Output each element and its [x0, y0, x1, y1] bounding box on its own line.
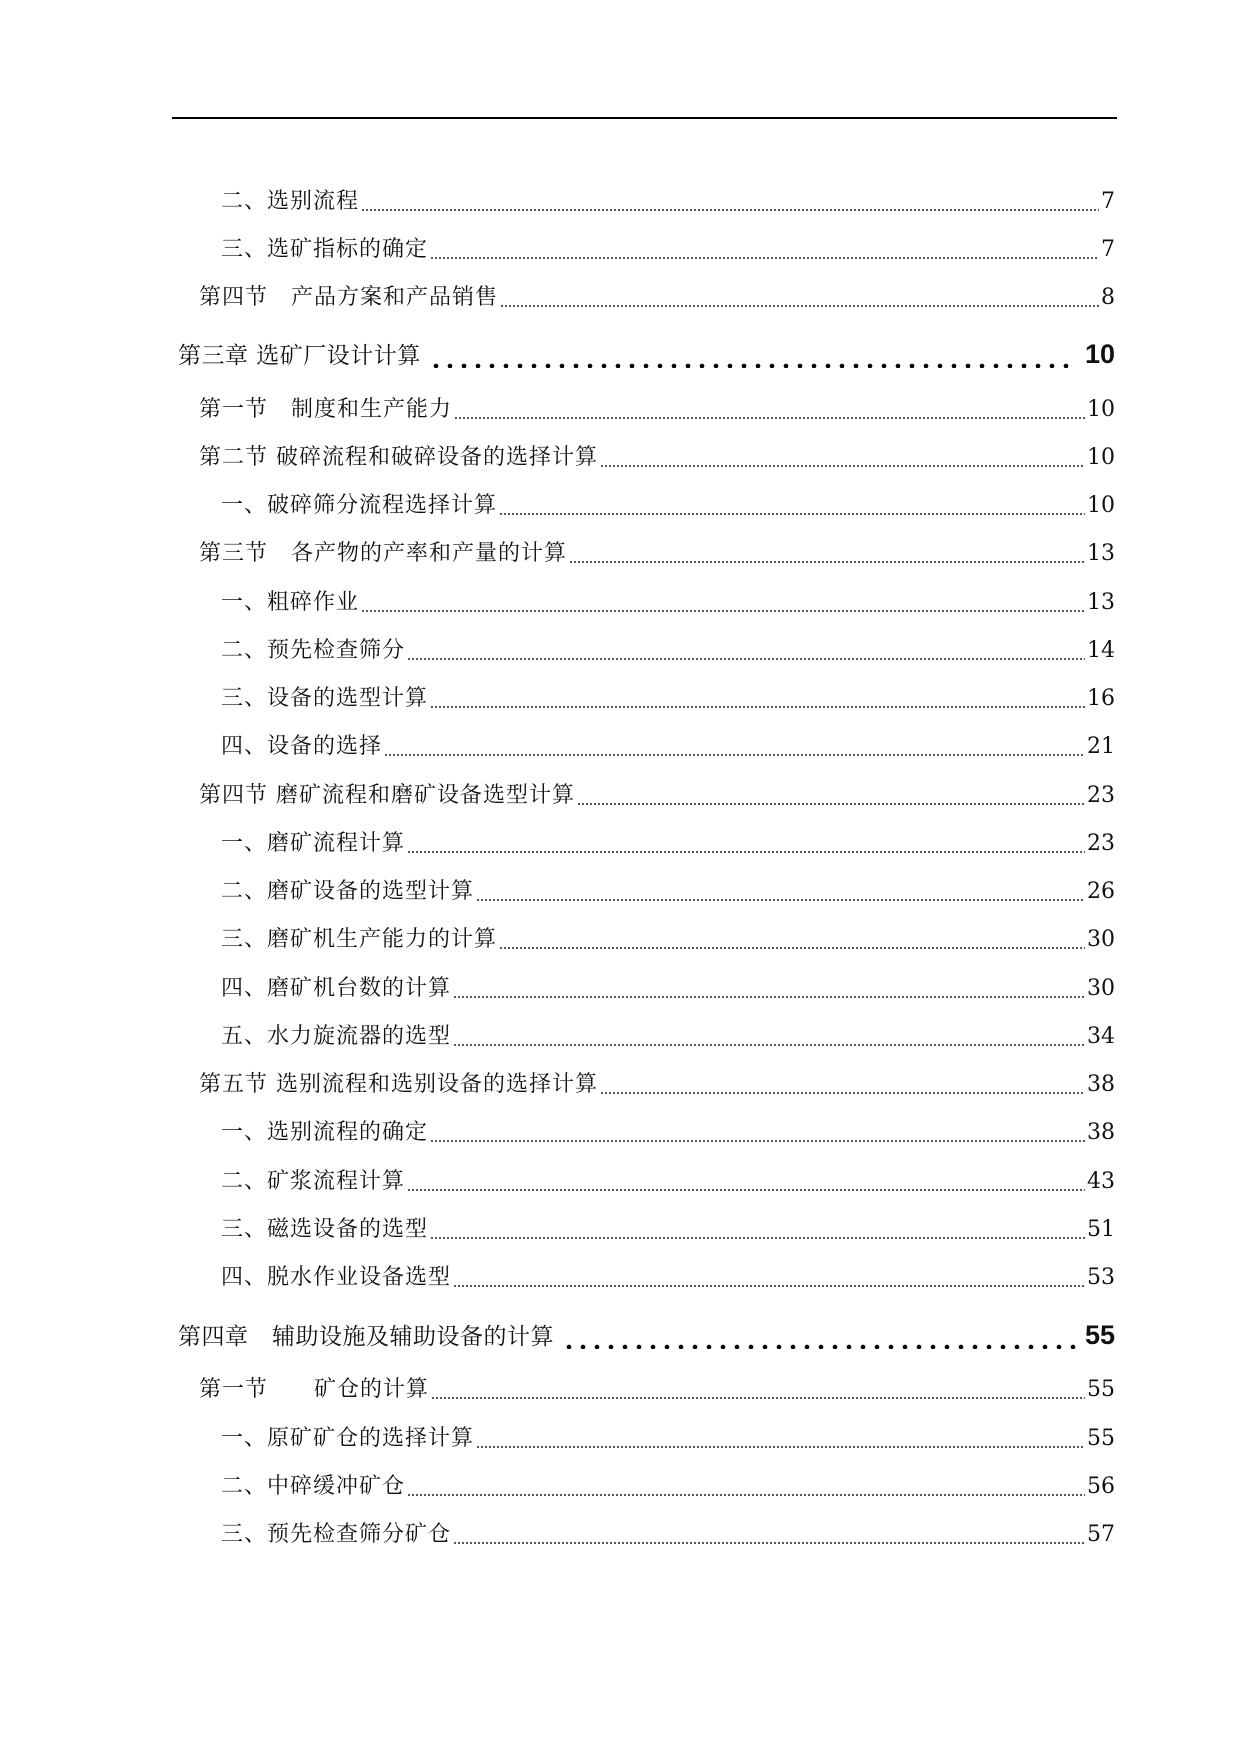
toc-entry-label: 第五节 选别流程和选别设备的选择计算 [199, 1072, 598, 1097]
toc-entry-label: 三、选矿指标的确定 [221, 237, 429, 262]
toc-entry-page-number: 53 [1087, 1265, 1115, 1290]
toc-entry-label: 四、磨矿机台数的计算 [221, 976, 452, 1001]
header-rule [172, 117, 1117, 119]
toc-entry-page-number: 10 [1087, 397, 1115, 422]
toc-entry[interactable] [221, 230, 1115, 270]
toc-entry-label: 第四节 产品方案和产品销售 [199, 285, 499, 310]
toc-entry-page-number: 57 [1087, 1522, 1115, 1547]
toc-entry-label: 第四节 磨矿流程和磨矿设备选型计算 [199, 783, 575, 808]
dot-leader [500, 284, 1099, 312]
dot-leader [569, 540, 1085, 568]
dot-leader [384, 733, 1085, 761]
toc-entry[interactable] [221, 1515, 1115, 1555]
toc-entry-page-number: 16 [1087, 686, 1115, 711]
toc-entry-page-number: 13 [1087, 541, 1115, 566]
toc-entry[interactable] [221, 872, 1115, 912]
toc-entry-label: 第四章 辅助设施及辅助设备的计算 [178, 1324, 554, 1350]
dot-leader [558, 1321, 1077, 1349]
dot-leader [430, 1119, 1085, 1147]
toc-entry-page-number: 55 [1087, 1426, 1115, 1451]
toc-entry-label: 二、中碎缓冲矿仓 [221, 1474, 406, 1499]
dot-leader [361, 188, 1099, 216]
toc-entry-page-number: 38 [1087, 1072, 1115, 1097]
toc-chapter-entry[interactable] [178, 334, 1115, 374]
toc-entry-page-number: 10 [1087, 493, 1115, 518]
toc-entry-page-number: 30 [1087, 927, 1115, 952]
toc-entry-label: 四、脱水作业设备选型 [221, 1265, 452, 1290]
toc-entry[interactable] [199, 438, 1115, 478]
dot-leader [453, 1521, 1085, 1549]
dot-leader [425, 340, 1077, 368]
toc-entry-page-number: 7 [1101, 237, 1115, 262]
toc-entry-label: 一、磨矿流程计算 [221, 831, 406, 856]
dot-leader [453, 1264, 1085, 1292]
toc-entry[interactable] [199, 1065, 1115, 1105]
toc-entry-label: 第二节 破碎流程和破碎设备的选择计算 [199, 445, 598, 470]
toc-entry-page-number: 38 [1087, 1120, 1115, 1145]
toc-chapter-entry[interactable] [178, 1315, 1115, 1355]
toc-entry-label: 二、选别流程 [221, 189, 360, 214]
toc-entry-label: 第三节 各产物的产率和产量的计算 [199, 541, 568, 566]
toc-entry-page-number: 51 [1087, 1217, 1115, 1242]
dot-leader [430, 1216, 1085, 1244]
toc-entry-label: 一、选别流程的确定 [221, 1120, 429, 1145]
toc-entry-page-number: 21 [1087, 734, 1115, 759]
toc-entry[interactable] [221, 727, 1115, 767]
toc-entry-page-number: 56 [1087, 1474, 1115, 1499]
toc-entry-page-number: 8 [1101, 285, 1115, 310]
toc-entry-label: 三、磁选设备的选型 [221, 1217, 429, 1242]
dot-leader [453, 975, 1085, 1003]
toc-entry[interactable] [221, 824, 1115, 864]
toc-entry-label: 一、粗碎作业 [221, 590, 360, 615]
toc-entry[interactable] [221, 182, 1115, 222]
toc-entry-label: 二、磨矿设备的选型计算 [221, 879, 475, 904]
toc-entry-page-number: 55 [1087, 1377, 1115, 1402]
toc-entry[interactable] [221, 1258, 1115, 1298]
dot-leader [431, 1376, 1085, 1404]
toc-entry-page-number: 7 [1101, 189, 1115, 214]
toc-entry-label: 第一节 制度和生产能力 [199, 397, 453, 422]
toc-entry-label: 三、磨矿机生产能力的计算 [221, 927, 498, 952]
toc-entry-page-number: 13 [1087, 590, 1115, 615]
toc-entry-page-number: 10 [1084, 339, 1115, 369]
toc-entry[interactable] [221, 1210, 1115, 1250]
toc-entry-page-number: 23 [1087, 831, 1115, 856]
dot-leader [476, 878, 1085, 906]
toc-entry[interactable] [221, 969, 1115, 1009]
toc-entry-page-number: 43 [1087, 1169, 1115, 1194]
dot-leader [454, 396, 1085, 424]
toc-entry[interactable] [221, 1017, 1115, 1057]
toc-entry[interactable] [221, 920, 1115, 960]
dot-leader [407, 1473, 1085, 1501]
toc-entry-label: 二、预先检查筛分 [221, 638, 406, 663]
dot-leader [453, 1023, 1085, 1051]
toc-entry[interactable] [221, 1467, 1115, 1507]
toc-entry[interactable] [199, 390, 1115, 430]
dot-leader [361, 589, 1085, 617]
toc-entry[interactable] [221, 583, 1115, 623]
toc-entry-page-number: 26 [1087, 879, 1115, 904]
dot-leader [499, 926, 1085, 954]
toc-entry[interactable] [221, 1419, 1115, 1459]
toc-entry-label: 一、原矿矿仓的选择计算 [221, 1426, 475, 1451]
toc-entry-page-number: 34 [1087, 1024, 1115, 1049]
dot-leader [430, 236, 1099, 264]
toc-entry-page-number: 10 [1087, 445, 1115, 470]
toc-entry-label: 四、设备的选择 [221, 734, 383, 759]
toc-entry-label: 一、破碎筛分流程选择计算 [221, 493, 498, 518]
toc-entry-label: 第三章 选矿厂设计计算 [178, 343, 421, 369]
toc-entry-label: 第一节 矿仓的计算 [199, 1377, 430, 1402]
toc-entry[interactable] [221, 631, 1115, 671]
toc-entry-page-number: 23 [1087, 783, 1115, 808]
dot-leader [600, 1071, 1085, 1099]
toc-entry-label: 五、水力旋流器的选型 [221, 1024, 452, 1049]
dot-leader [499, 492, 1085, 520]
dot-leader [407, 1168, 1085, 1196]
toc-entry-page-number: 14 [1087, 638, 1115, 663]
dot-leader [407, 637, 1085, 665]
toc-entry[interactable] [221, 1162, 1115, 1202]
toc-entry[interactable] [199, 776, 1115, 816]
toc-entry-label: 二、矿浆流程计算 [221, 1169, 406, 1194]
toc-entry[interactable] [199, 1370, 1115, 1410]
toc-entry[interactable] [221, 486, 1115, 526]
dot-leader [577, 782, 1085, 810]
dot-leader [430, 685, 1085, 713]
toc-entry[interactable] [199, 278, 1115, 318]
toc-entry[interactable] [221, 1113, 1115, 1153]
dot-leader [407, 830, 1085, 858]
toc-entry-label: 三、设备的选型计算 [221, 686, 429, 711]
dot-leader [476, 1425, 1085, 1453]
toc-entry[interactable] [221, 679, 1115, 719]
toc-entry-page-number: 55 [1084, 1320, 1115, 1350]
toc-entry-page-number: 30 [1087, 976, 1115, 1001]
toc-entry-label: 三、预先检查筛分矿仓 [221, 1522, 452, 1547]
toc-entry[interactable] [199, 534, 1115, 574]
dot-leader [600, 444, 1085, 472]
